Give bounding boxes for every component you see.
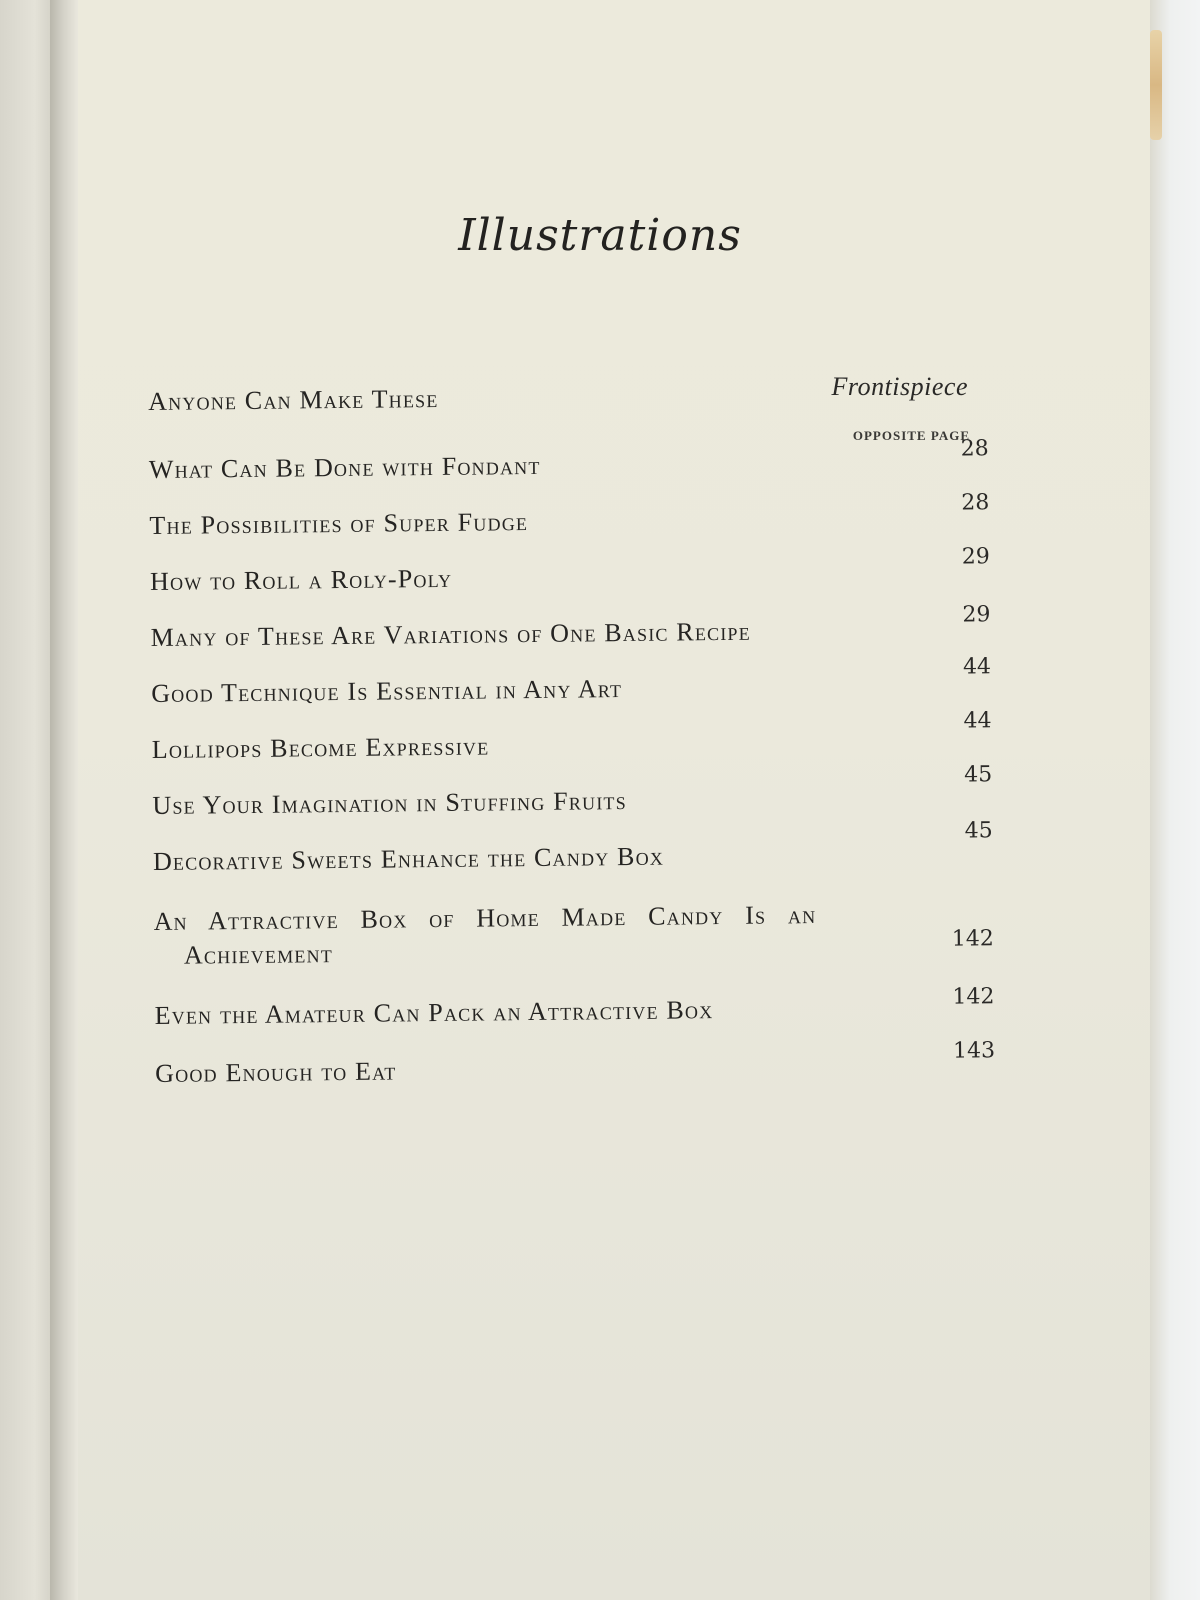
entry-page: 29: [961, 544, 990, 570]
foxing-stain: [1150, 30, 1162, 140]
entry-page: 44: [963, 708, 992, 734]
entry-label-continued: Achievement: [183, 939, 334, 970]
frontispiece-label: Frontispiece: [831, 372, 968, 401]
entry-label: Anyone Can Make These: [148, 383, 439, 416]
entry-page: 143: [952, 1038, 996, 1064]
list-item: [153, 896, 994, 973]
entry-label: Good Enough to Eat: [155, 1056, 397, 1088]
opposite-page-header: OPPOSITE PAGE: [852, 428, 970, 443]
entry-page: 29: [962, 602, 991, 628]
entry-page: 45: [964, 818, 993, 844]
entry-label: An Attractive Box of Home Made Candy Is an: [153, 900, 817, 936]
entry-page: 28: [961, 490, 990, 516]
entry-page: 44: [962, 654, 992, 680]
entry-label: Even the Amateur Can Pack an Attractive Box: [154, 995, 714, 1030]
entry-label: Decorative Sweets Enhance the Candy Box: [152, 841, 665, 876]
entry-label: How to Roll a Roly-Poly: [149, 563, 453, 596]
entry-label: Good Technique Is Essential in Any Art: [151, 674, 623, 708]
page-title: Illustrations: [458, 210, 742, 261]
entry-page: 28: [960, 436, 989, 462]
entry-label: What Can Be Done with Fondant: [148, 450, 541, 484]
entry-label: Lollipops Become Expressive: [151, 731, 490, 764]
entry-page: 45: [963, 762, 993, 788]
entry-page: 142: [952, 984, 995, 1010]
entry-label: Use Your Imagination in Stuffing Fruits: [152, 786, 628, 820]
entry-page: 142: [951, 926, 994, 952]
entry-label: Many of These Are Variations of One Basic Recipe: [150, 616, 752, 652]
entry-label: The Possibilities of Super Fudge: [149, 507, 529, 540]
